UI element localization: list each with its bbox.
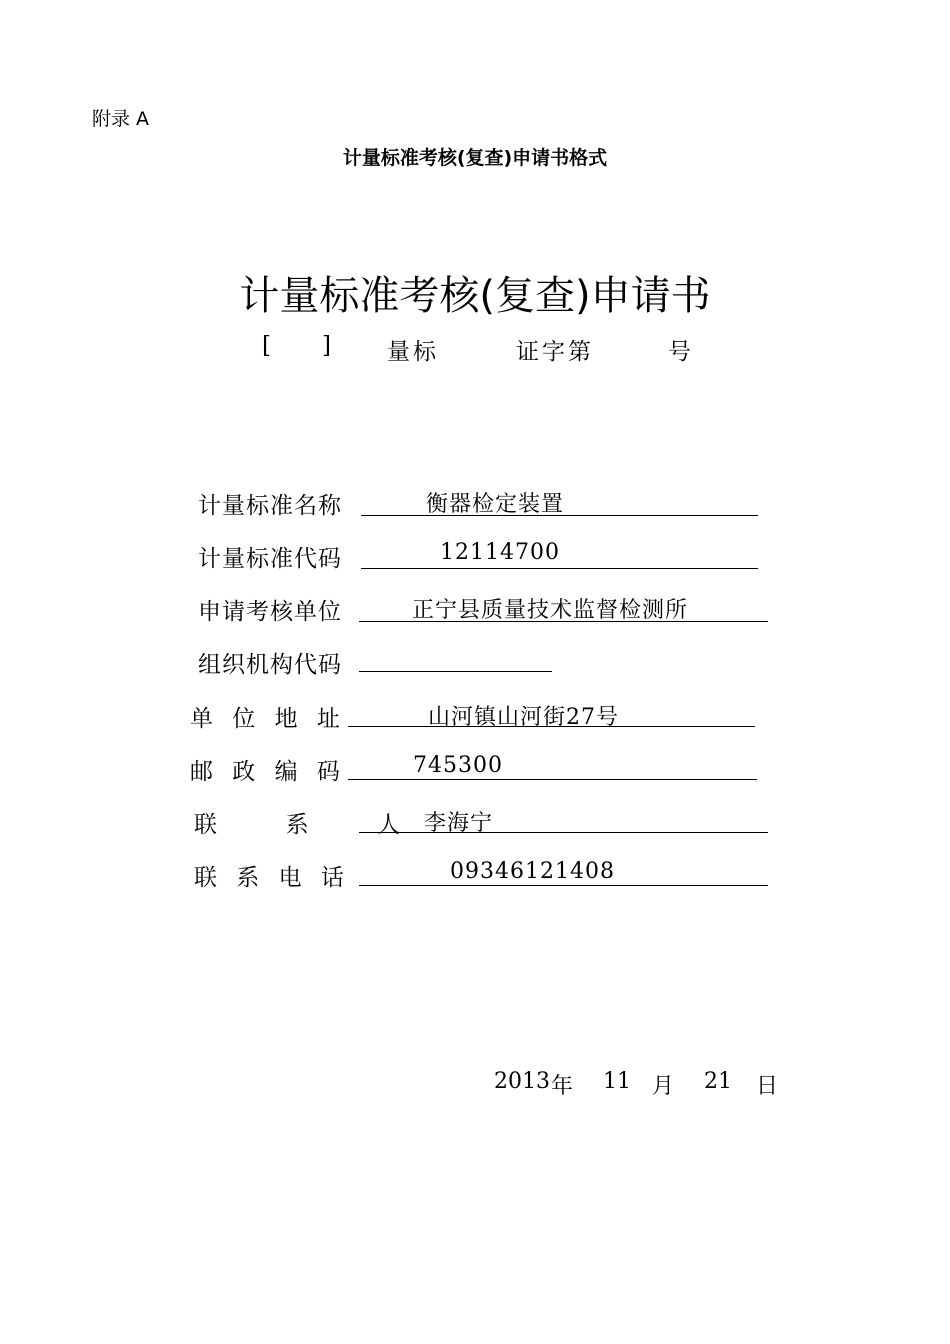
applicant-value: 正宁县质量技术监督检测所 [412,598,689,623]
org-code-line [359,643,552,672]
date-year-unit: 年 [551,1074,574,1099]
date-day: 21 [704,1069,732,1094]
contact-label: 联 系 人 [194,812,419,838]
applicant-label: 申请考核单位 [198,599,342,625]
phone-value: 09346121408 [450,859,615,884]
contact-value: 李海宁 [424,811,494,836]
date-month: 11 [603,1069,631,1094]
standard-name-label: 计量标准名称 [198,493,342,519]
date-month-unit: 月 [652,1074,675,1099]
org-code-label: 组织机构代码 [198,652,342,678]
bracket-close: ] [322,333,331,359]
address-value: 山河镇山河街27号 [428,705,619,730]
main-title: 计量标准考核(复查)申请书 [239,273,711,319]
postcode-line [348,751,757,780]
cert-part-3: 号 [668,339,691,365]
date-day-unit: 日 [756,1074,779,1099]
postcode-label: 邮 政 编 码 [190,759,346,785]
cert-part-1: 量标 [387,339,439,365]
date-year: 2013 [494,1069,550,1094]
cert-part-2: 证字第 [516,339,594,365]
appendix-label: 附录 A [92,108,150,130]
format-title: 计量标准考核(复查)申请书格式 [342,147,608,169]
contact-line [359,804,768,833]
standard-name-value: 衡器检定装置 [426,492,565,517]
postcode-value: 745300 [413,753,503,778]
bracket-open: [ [262,333,271,359]
standard-code-label: 计量标准代码 [198,546,342,572]
standard-code-value: 12114700 [440,540,560,565]
phone-label: 联 系 电 话 [194,865,350,891]
address-label: 单 位 地 址 [190,706,346,732]
